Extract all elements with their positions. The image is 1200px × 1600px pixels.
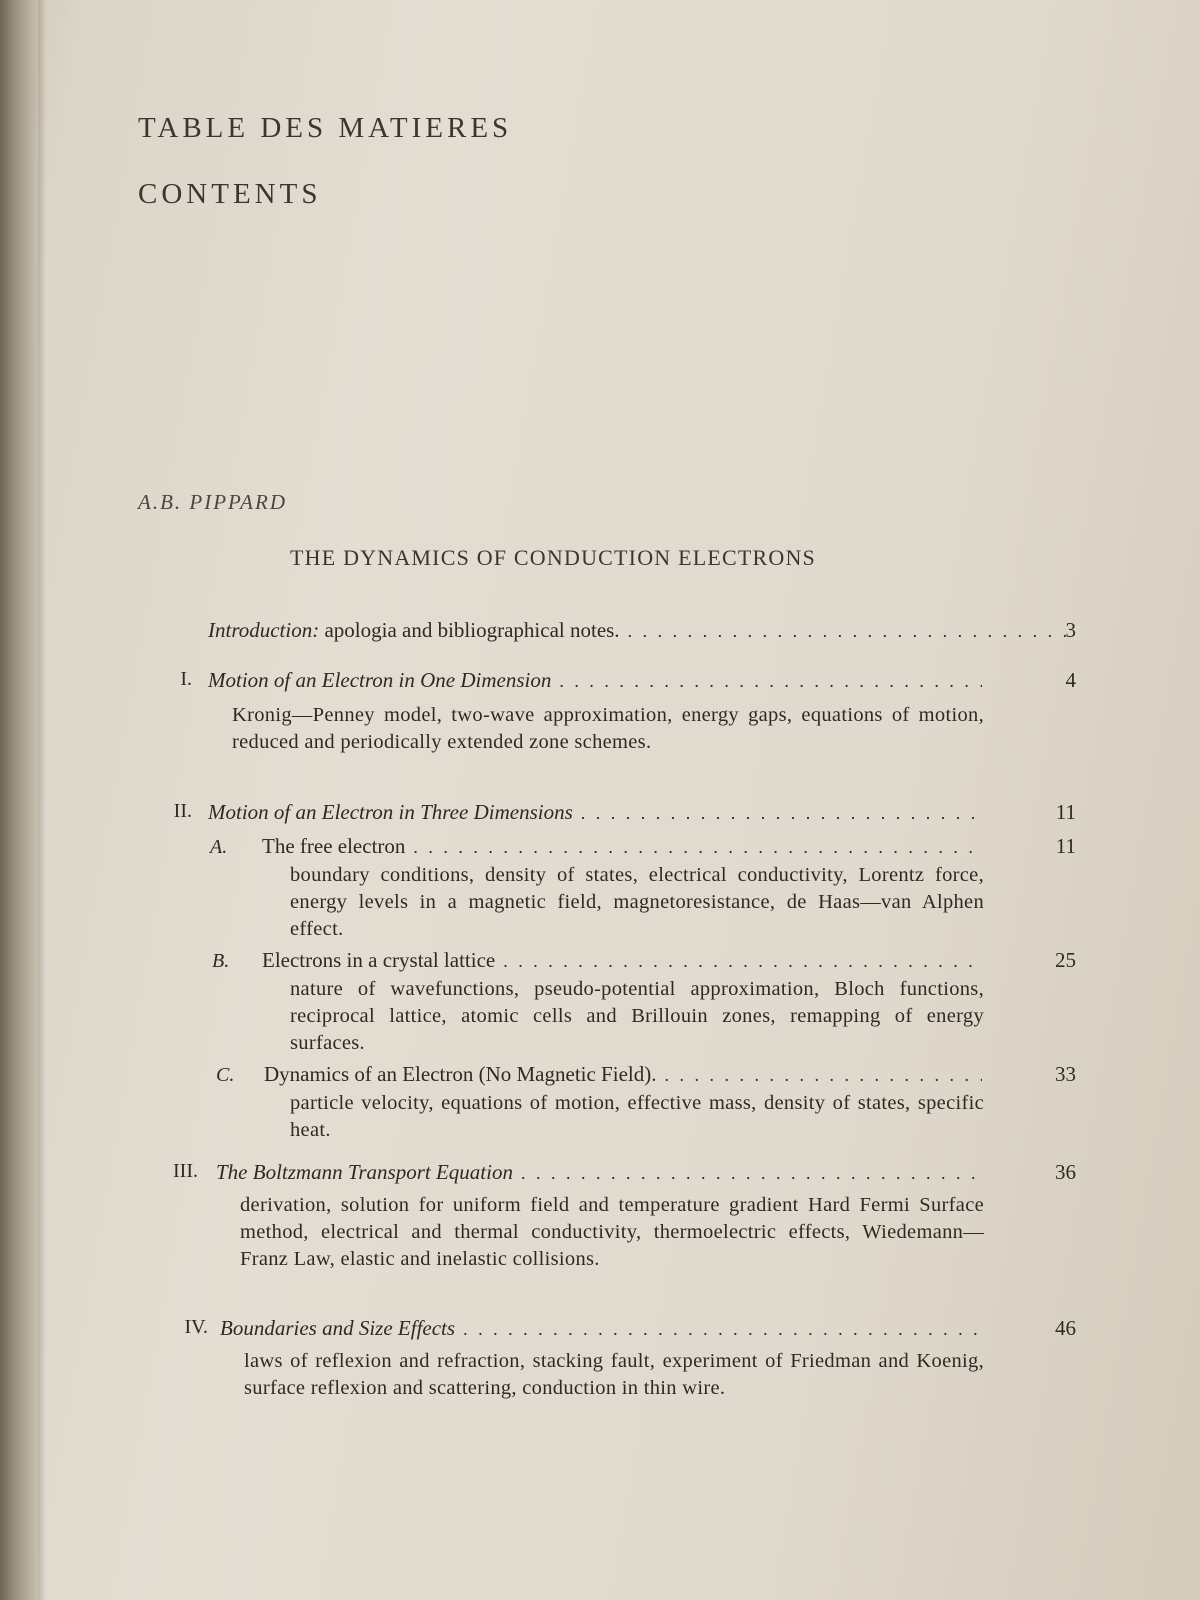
author-name: A.B. PIPPARD <box>138 490 287 514</box>
toc-entry-title <box>220 1316 455 1341</box>
toc-entry-title <box>208 618 620 643</box>
section-letter: A. <box>210 836 228 858</box>
toc-entry-introduction <box>208 618 1076 648</box>
chapter-numeral: IV. <box>184 1316 208 1338</box>
section-description: particle velocity, equations of motion, effective mass, density of states, specific heat. <box>290 1092 984 1141</box>
book-spine-shadow <box>0 0 38 1600</box>
toc-entry-chapter-3 <box>216 1160 990 1190</box>
section-title: Electrons in a crystal lattice <box>262 948 496 972</box>
toc-entry-title <box>208 668 551 693</box>
page-number: 11 <box>1055 834 1076 858</box>
chapter-numeral: I. <box>180 668 192 690</box>
toc-entry-chapter-4 <box>220 1316 990 1346</box>
section-title: The free electron <box>262 834 406 858</box>
chapter-title: The Boltzmann Transport Equation <box>216 1160 513 1184</box>
toc-entry-section-2b <box>262 948 990 978</box>
section-title: Dynamics of an Electron (No Magnetic Field). <box>264 1062 657 1086</box>
toc-entry-title <box>216 1160 513 1185</box>
page-number: 46 <box>1055 1316 1076 1340</box>
chapter-title: Motion of an Electron in One Dimension <box>208 668 552 692</box>
toc-entry-section-2a <box>262 834 990 864</box>
page-number: 4 <box>1065 668 1076 692</box>
dot-leader <box>521 1163 982 1184</box>
section-letter: C. <box>216 1064 235 1086</box>
dot-leader <box>559 671 982 692</box>
dot-leader <box>463 1319 982 1340</box>
section-description: boundary conditions, density of states, electrical conductivity, Lorentz force, energy levels in a magnetic field, magnetoresistance, de Haas—van Alphen effect. <box>290 864 984 940</box>
section-description: nature of wavefunctions, pseudo-potential approximation, Bloch functions, reciprocal lattice, atomic cells and Brillouin zones, remapping of energy surfaces. <box>290 978 984 1054</box>
chapter-title: Motion of an Electron in Three Dimensions <box>208 800 573 824</box>
section-letter: B. <box>212 950 230 972</box>
introduction-label: Introduction: <box>208 618 320 642</box>
dot-leader <box>581 803 982 824</box>
page-number: 11 <box>1055 800 1076 824</box>
toc-entry-section-2c <box>264 1062 990 1092</box>
dot-leader <box>628 621 1068 642</box>
page-number: 25 <box>1055 948 1076 972</box>
chapter-numeral: III. <box>173 1160 198 1182</box>
page-number: 3 <box>1065 618 1076 642</box>
chapter-description: derivation, solution for uniform field and temperature gradient Hard Fermi Surface method, electrical and thermal conductivity, thermoelectric effects, Wiedemann—Franz Law, elastic and inelastic collisions. <box>240 1194 984 1270</box>
chapter-title: Boundaries and Size Effects <box>220 1316 456 1340</box>
dot-leader <box>664 1065 982 1086</box>
heading-french: TABLE DES MATIERES <box>138 112 513 144</box>
toc-entry-chapter-2 <box>208 800 990 830</box>
page-number: 33 <box>1055 1062 1076 1086</box>
introduction-text: apologia and bibliographical notes. <box>324 618 620 642</box>
toc-entry-title <box>208 800 573 825</box>
dot-leader <box>413 837 982 858</box>
article-title: THE DYNAMICS OF CONDUCTION ELECTRONS <box>290 545 816 570</box>
dot-leader <box>503 951 982 972</box>
page-number: 36 <box>1055 1160 1076 1184</box>
toc-entry-chapter-1 <box>208 668 990 698</box>
chapter-numeral: II. <box>173 800 192 822</box>
page-gutter <box>38 0 46 1600</box>
chapter-description: laws of reflexion and refraction, stacking fault, experiment of Friedman and Koenig, surface reflexion and scattering, conduction in thin wire. <box>244 1350 984 1399</box>
chapter-description: Kronig—Penney model, two-wave approximation, energy gaps, equations of motion, reduced and periodically extended zone schemes. <box>232 704 984 753</box>
heading-english: CONTENTS <box>138 178 322 210</box>
